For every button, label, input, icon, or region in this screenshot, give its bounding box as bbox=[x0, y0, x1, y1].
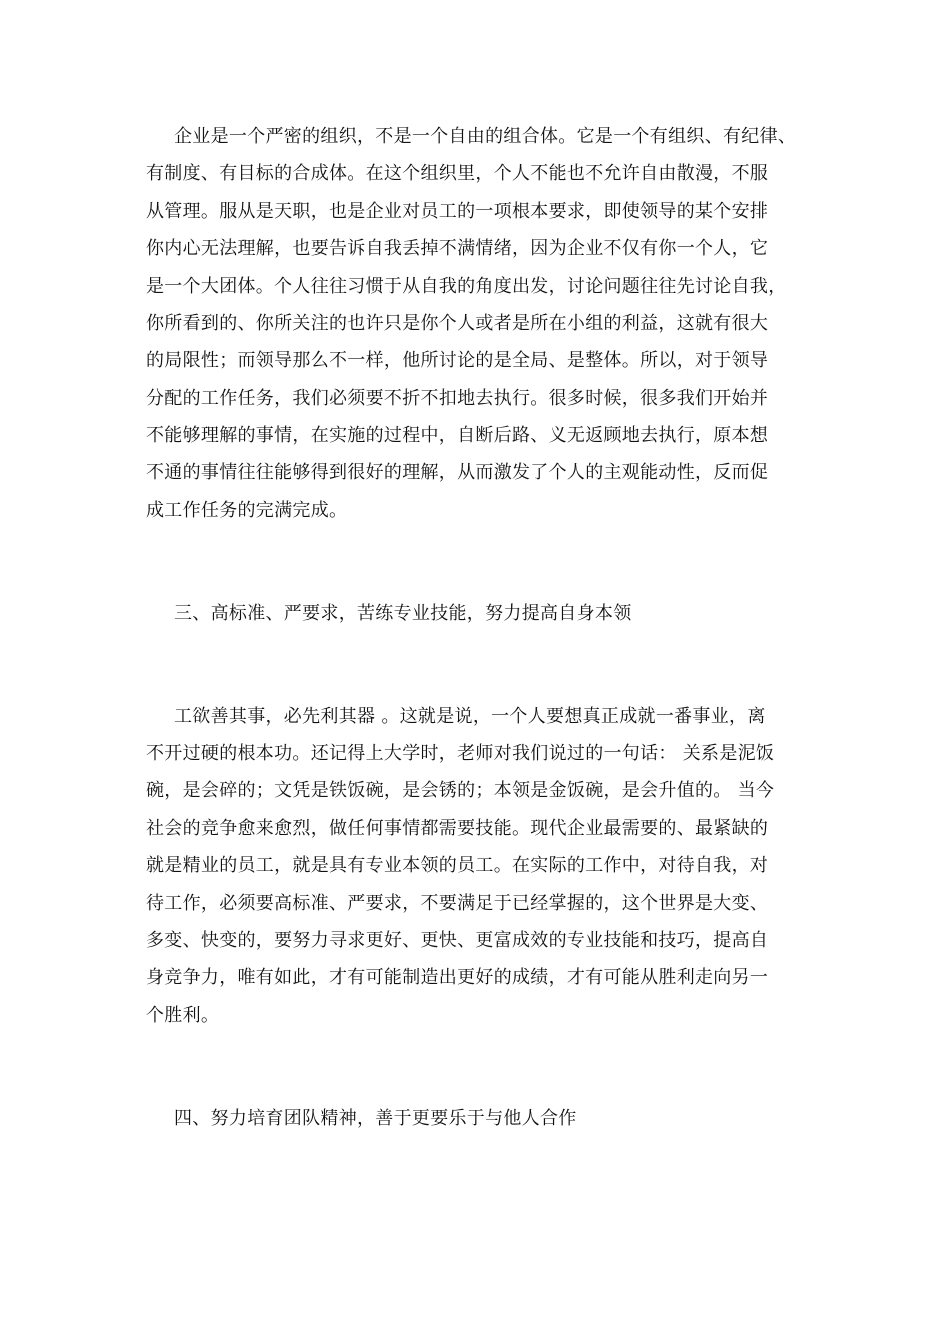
paragraph-1-line: 你内心无法理解，也要告诉自我丢掉不满情绪，因为企业不仅有你一个人，它 bbox=[146, 238, 769, 259]
paragraph-1-line: 成工作任务的完满完成。 bbox=[146, 500, 348, 521]
paragraph-1-line: 不能够理解的事情，在实施的过程中，自断后路、义无返顾地去执行，原本想 bbox=[146, 425, 769, 446]
section-heading-4: 四、努力培育团队精神，善于更要乐于与他人合作 bbox=[174, 1108, 577, 1129]
paragraph-2-line: 待工作，必须要高标准、严要求，不要满足于已经掌握的，这个世界是大变、 bbox=[146, 893, 769, 914]
paragraph-2-line: 多变、快变的，要努力寻求更好、更快、更富成效的专业技能和技巧，提高自 bbox=[146, 930, 769, 951]
section-heading-3: 三、高标准、严要求，苦练专业技能，努力提高自身本领 bbox=[174, 603, 632, 624]
paragraph-2-line: 工欲善其事，必先利其器 。这就是说，一个人要想真正成就一番事业，离 bbox=[174, 706, 766, 727]
paragraph-1-line: 分配的工作任务，我们必须要不折不扣地去执行。很多时候，很多我们开始并 bbox=[146, 388, 769, 409]
paragraph-1-line: 企业是一个严密的组织，不是一个自由的组合体。它是一个有组织、有纪律、 bbox=[174, 126, 797, 147]
paragraph-1-line: 从管理。服从是天职，也是企业对员工的一项根本要求，即使领导的某个安排 bbox=[146, 201, 769, 222]
paragraph-1-line: 有制度、有目标的合成体。在这个组织里，个人不能也不允许自由散漫，不服 bbox=[146, 163, 769, 184]
paragraph-1-line: 你所看到的、你所关注的也许只是你个人或者是所在小组的利益，这就有很大 bbox=[146, 313, 769, 334]
paragraph-1-line: 的局限性；而领导那么不一样，他所讨论的是全局、是整体。所以，对于领导 bbox=[146, 350, 769, 371]
paragraph-2-line: 个胜利。 bbox=[146, 1005, 220, 1026]
paragraph-1-line: 是一个大团体。个人往往习惯于从自我的角度出发，讨论问题往往先讨论自我， bbox=[146, 276, 787, 297]
paragraph-2-line: 碗，是会碎的；文凭是铁饭碗，是会锈的；本领是金饭碗，是会升值的。 当今 bbox=[146, 780, 775, 801]
paragraph-2-line: 不开过硬的根本功。还记得上大学时，老师对我们说过的一句话： 关系是泥饭 bbox=[146, 743, 775, 764]
paragraph-2-line: 社会的竞争愈来愈烈，做任何事情都需要技能。现代企业最需要的、最紧缺的 bbox=[146, 818, 769, 839]
paragraph-2-line: 就是精业的员工，就是具有专业本领的员工。在实际的工作中，对待自我，对 bbox=[146, 855, 769, 876]
paragraph-1-line: 不通的事情往往能够得到很好的理解，从而激发了个人的主观能动性，反而促 bbox=[146, 462, 769, 483]
paragraph-2-line: 身竞争力，唯有如此，才有可能制造出更好的成绩，才有可能从胜利走向另一 bbox=[146, 967, 769, 988]
